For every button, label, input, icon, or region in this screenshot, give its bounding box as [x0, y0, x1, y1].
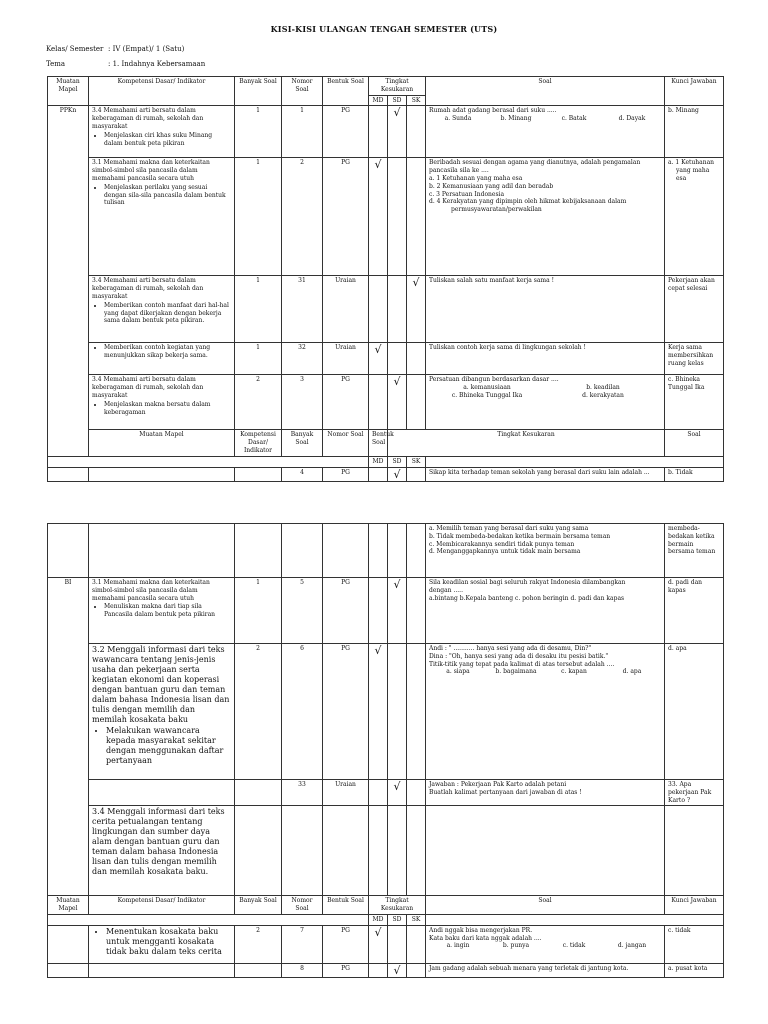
kunci-cell: d. apa — [665, 644, 724, 780]
bentuk-cell: PG — [323, 578, 369, 644]
mapel-cell — [48, 963, 89, 977]
col-banyak-header: Banyak Soal — [282, 430, 323, 456]
kd-cell — [89, 963, 235, 977]
kd-cell — [89, 578, 235, 644]
option-a: a. siapa — [446, 668, 470, 676]
md-cell — [369, 467, 388, 481]
sk-cell — [407, 375, 426, 430]
nomor-cell: 3 — [282, 375, 323, 430]
option-c: c. 3 Persatuan Indonesia — [429, 190, 505, 198]
soal-cell: Tuliskan salah satu manfaat kerja sama ! — [426, 276, 665, 343]
option-b: b. bagaimana — [495, 668, 537, 676]
header-blank — [426, 914, 724, 925]
document-title: KISI-KISI ULANGAN TENGAH SEMESTER (UTS) — [270, 24, 498, 34]
col-sk-header: SK — [407, 456, 426, 467]
header-row-repeat — [48, 896, 724, 915]
kd-text: 3.2 Menggali informasi dari teks wawancara tentang jenis-jenis usaha dan pekerjaan serta kegiatan ekonomi dan koperasi dengan bantuan guru dan teman dalam bahasa Indonesia lisan dan tulis dengan memilih dan memilah kosakata baku — [92, 645, 230, 724]
kunci-cell — [665, 158, 724, 276]
indicator-item: • Memberikan contoh kegiatan yang menunjukkan sikap bekerja sama. — [104, 344, 231, 360]
col-soal-header: Soal — [665, 430, 724, 456]
col-soal-header: Soal — [426, 77, 665, 106]
header-blank — [48, 914, 369, 925]
mapel-cell: PPKn — [48, 106, 89, 456]
table-row — [48, 578, 724, 644]
indicator-item: • Memberikan contoh manfaat dari hal-hal yang dapat dikerjakan dengan bekerja sama dalam bentuk peta pikiran. — [104, 302, 231, 325]
md-cell — [369, 375, 388, 430]
col-banyak-header: Banyak Soal — [235, 77, 282, 106]
nomor-cell: 33 — [282, 780, 323, 806]
sk-check: √ — [407, 276, 426, 343]
option-a: a. Memilih teman yang berasal dari suku yang sama — [429, 525, 589, 532]
kd-text: 3.4 Menggali informasi dari teks cerita petualangan tentang lingkungan dan sumber daya alam dengan bantuan guru dan teman dalam bahasa Indonesia lisan dan tulis dengan memilih dan memilah kosakata baku. — [92, 807, 225, 877]
question-text-cont: Buatlah kalimat pertanyaan dari jawaban di atas ! — [429, 788, 582, 796]
kunci-cell: 33. Apa pekerjaan Pak Karto ? — [665, 780, 724, 806]
col-md-header: MD — [369, 95, 388, 106]
kd-cell — [89, 780, 235, 806]
kunci-cell: Kerja sama membersihkan ruang kelas — [665, 343, 724, 375]
nomor-cell: 7 — [282, 925, 323, 963]
col-kd-header: Kompetensi Dasar/ Indikator — [235, 430, 282, 456]
md-cell — [369, 524, 388, 578]
soal-cell: Jam gadang adalah sebuah menara yang terletak di jantung kota. — [426, 963, 665, 977]
sk-cell — [407, 467, 426, 481]
table-row — [48, 467, 724, 481]
soal-cell — [426, 524, 665, 578]
kunci-cell: Pekerjaan akan cepat selesai — [665, 276, 724, 343]
bentuk-cell: Uraian — [323, 343, 369, 375]
question-text: Beribadah sesuai dengan agama yang dianutnya, adalah pengamalan — [429, 159, 641, 167]
kelas-label: Kelas/ Semester — [46, 45, 104, 53]
sk-cell — [407, 963, 426, 977]
tema-value: : 1. Indahnya Kebersamaan — [108, 60, 206, 68]
kunci-cell: b. Tidak — [665, 467, 724, 481]
soal-cell — [426, 106, 665, 158]
sd-check: √ — [388, 963, 407, 977]
kunci-line-cont: yang maha esa — [676, 167, 710, 182]
banyak-cell — [235, 963, 282, 977]
mapel-cell — [48, 925, 89, 963]
md-cell — [369, 806, 388, 896]
question-text-2: Dina : "Oh, hanya sesi yang ada di desaku itu pesisi batik." — [429, 652, 609, 660]
soal-cell — [426, 375, 665, 430]
md-cell — [369, 276, 388, 343]
soal-cell — [426, 644, 665, 780]
nomor-cell: 32 — [282, 343, 323, 375]
header-blank — [426, 456, 724, 467]
bentuk-cell: PG — [323, 467, 369, 481]
soal-cell — [426, 780, 665, 806]
kd-cell — [89, 106, 235, 158]
indicator-item: • Menjelaskan perilaku yang sesuai dengan sila-sila pancasila dalam bentuk tulisan — [104, 184, 231, 207]
md-check: √ — [369, 343, 388, 375]
question-text: Andi : " ........... hanya sesi yang ada di desamu, Din?" — [429, 645, 592, 652]
question-text-cont: dengan ..... — [429, 586, 463, 594]
col-sd-header: SD — [388, 95, 407, 106]
table-row — [48, 158, 724, 276]
header-subrow-repeat — [48, 456, 724, 467]
col-bentuk-header: Bentuk Soal — [323, 77, 369, 106]
nomor-cell: 4 — [282, 467, 323, 481]
kd-text: 3.4 Memahami arti bersatu dalam keberagaman di rumah, sekolah dan masyarakat — [92, 277, 204, 300]
col-md-header: MD — [369, 456, 388, 467]
kd-text: 3.4 Memahami arti bersatu dalam keberagaman di rumah, sekolah dan masyarakat — [92, 107, 204, 130]
banyak-cell: 1 — [235, 276, 282, 343]
indicator-item: • Menentukan kosakata baku untuk mengganti kosakata tidak baku dalam teks cerita — [106, 927, 231, 957]
sd-check: √ — [388, 375, 407, 430]
soal-cell — [426, 158, 665, 276]
option-b: b. 2 Kemanusiaan yang adil dan beradab — [429, 182, 554, 190]
option-b: b. Tidak membeda-bedakan ketika bermain bersama teman — [429, 532, 611, 540]
nomor-cell: 8 — [282, 963, 323, 977]
sk-cell — [407, 343, 426, 375]
kunci-line: a. 1 Ketuhanan — [668, 159, 715, 167]
option-d: d. 4 Kerakyatan yang dipimpin oleh hikmat kebijaksanaan dalam — [429, 198, 627, 206]
col-kd-header: Kompetensi Dasar/ Indikator — [89, 77, 235, 106]
bentuk-cell: PG — [323, 963, 369, 977]
mapel-cell — [48, 524, 89, 578]
table-row — [48, 780, 724, 806]
kd-cell — [89, 343, 235, 375]
soal-cell — [426, 578, 665, 644]
col-nomor-header: Nomor Soal — [282, 77, 323, 106]
bentuk-cell: PG — [323, 106, 369, 158]
bentuk-cell — [323, 524, 369, 578]
kd-cell — [89, 524, 235, 578]
sk-cell — [407, 524, 426, 578]
sd-check: √ — [388, 578, 407, 644]
kd-cell — [89, 158, 235, 276]
question-text-cont: Kata baku dari kata nggak adalah .... — [429, 934, 542, 942]
soal-cell — [426, 925, 665, 963]
md-check: √ — [369, 925, 388, 963]
kd-cell — [89, 375, 235, 430]
kd-cell — [89, 644, 235, 780]
table-row — [48, 644, 724, 780]
option-c: c. kapan — [561, 668, 587, 676]
option-c: c. Bhineka Tunggal Ika — [451, 391, 523, 399]
sd-cell — [388, 276, 407, 343]
header-blank — [48, 456, 369, 467]
banyak-cell: 1 — [235, 578, 282, 644]
nomor-cell: 2 — [282, 158, 323, 276]
kd-cell — [89, 276, 235, 343]
meta-kelas — [46, 45, 184, 53]
question-text: Sila keadilan sosial bagi seluruh rakyat Indonesia dilambangkan — [429, 579, 626, 586]
col-kunci-header: Kunci Jawaban — [665, 77, 724, 106]
kunci-cell: a. pusat kota — [665, 963, 724, 977]
md-cell — [369, 578, 388, 644]
option-a: a. 1 Ketuhanan yang maha esa — [429, 174, 523, 182]
md-cell — [369, 963, 388, 977]
kd-text: 3.4 Memahami arti bersatu dalam keberagaman di rumah, sekolah dan masyarakat — [92, 376, 204, 399]
col-nomor-header: Nomor Soal — [323, 430, 369, 456]
col-bentuk-header: Bentuk Soal — [323, 896, 369, 915]
col-md-header: MD — [369, 914, 388, 925]
question-text: Persatuan dibangun berdasarkan dasar .... — [429, 376, 559, 384]
mapel-cell — [48, 467, 89, 481]
col-kd-header: Kompetensi Dasar/ Indikator — [89, 896, 235, 915]
header-subrow-repeat — [48, 914, 724, 925]
question-options: a.bintang b.Kepala banteng c. pohon beringin d. padi dan kapas — [429, 594, 625, 602]
sk-cell — [407, 578, 426, 644]
sd-cell — [388, 925, 407, 963]
indicator-item: • Menjelaskan makna bersatu dalam keberagaman — [104, 401, 231, 417]
col-nomor-header: Nomor Soal — [282, 896, 323, 915]
indicator-item: • Melakukan wawancara kepada masyarakat sekitar dengan menggunakan daftar pertanyaan — [106, 726, 231, 766]
col-sk-header: SK — [407, 95, 426, 106]
table-row — [48, 963, 724, 977]
col-tingkat-header: Tingkat Kesukaran — [369, 77, 426, 96]
sk-cell — [407, 158, 426, 276]
option-a: a. kemanusiaan — [463, 384, 511, 392]
table-row — [48, 524, 724, 578]
header-row-repeat — [48, 430, 724, 456]
bentuk-cell: PG — [323, 375, 369, 430]
kunci-cell: d. padi dan kapas — [665, 578, 724, 644]
nomor-cell: 1 — [282, 106, 323, 158]
option-c: c. Batak — [561, 115, 587, 123]
indicator-item: • Menjelaskan ciri khas suku Minang dalam bentuk peta pikiran — [104, 132, 231, 148]
option-d: d. kerakyatan — [582, 391, 624, 399]
sd-cell — [388, 644, 407, 780]
sd-check: √ — [388, 467, 407, 481]
nomor-cell: 6 — [282, 644, 323, 780]
question-text-3: Titik-titik yang tepat pada kalimat di atas tersebut adalah .... — [429, 660, 615, 668]
table-row — [48, 806, 724, 896]
bentuk-cell — [323, 806, 369, 896]
nomor-cell: 5 — [282, 578, 323, 644]
option-b: b. keadilan — [586, 384, 620, 392]
option-c: c. tidak — [562, 942, 586, 950]
sd-cell — [388, 343, 407, 375]
md-cell — [369, 780, 388, 806]
nomor-cell — [282, 806, 323, 896]
banyak-cell: 2 — [235, 375, 282, 430]
option-c: c. Membicarakannya sendiri tidak punya teman — [429, 540, 575, 548]
kunci-cell: c. tidak — [665, 925, 724, 963]
banyak-cell: 2 — [235, 644, 282, 780]
sk-cell — [407, 925, 426, 963]
option-d: d. jangan — [617, 942, 647, 950]
col-tingkat-header: Tingkat Kesukaran — [369, 896, 426, 915]
option-a: a. Sunda — [444, 115, 472, 123]
option-a: a. ingin — [446, 942, 470, 950]
col-sd-header: SD — [388, 914, 407, 925]
table-row — [48, 106, 724, 158]
bentuk-cell: PG — [323, 158, 369, 276]
col-tingkat-header: Tingkat Kesukaran — [388, 430, 665, 456]
soal-cell — [426, 806, 665, 896]
kd-text: 3.1 Memahami makna dan keterkaitan simbol-simbol sila pancasila dalam memahami pancasila secara utuh — [92, 159, 210, 182]
table-row — [48, 375, 724, 430]
col-banyak-header: Banyak Soal — [235, 896, 282, 915]
kd-text: 3.1 Memahami makna dan keterkaitan simbol-simbol sila pancasila dalam memahami pancasila secara utuh — [92, 579, 210, 602]
kunci-cell — [665, 806, 724, 896]
banyak-cell: 1 — [235, 343, 282, 375]
kunci-cell: c. Bhineka Tunggal Ika — [665, 375, 724, 430]
md-check: √ — [369, 158, 388, 276]
col-mapel-header: Muatan Mapel — [48, 896, 89, 915]
banyak-cell: 1 — [235, 158, 282, 276]
kd-cell — [89, 806, 235, 896]
tema-label: Tema — [46, 60, 66, 68]
banyak-cell: 2 — [235, 925, 282, 963]
option-d: d. Dayak — [618, 115, 646, 123]
banyak-cell — [235, 780, 282, 806]
soal-cell: Tuliskan contoh kerja sama di lingkungan sekolah ! — [426, 343, 665, 375]
bentuk-cell: Uraian — [323, 780, 369, 806]
col-soal-header: Soal — [426, 896, 665, 915]
nomor-cell: 31 — [282, 276, 323, 343]
col-mapel-header: Muatan Mapel — [48, 77, 89, 106]
sd-check: √ — [388, 780, 407, 806]
option-d: d. Menganggapkannya untuk tidak main bersama — [429, 548, 581, 556]
sk-cell — [407, 780, 426, 806]
sd-cell — [388, 524, 407, 578]
indicator-item: • Menuliskan makna dari tiap sila Pancasila dalam bentuk peta pikiran — [104, 603, 231, 619]
bentuk-cell: PG — [323, 925, 369, 963]
header-row — [48, 77, 724, 96]
table-row — [48, 276, 724, 343]
col-kunci-header: Kunci Jawaban — [665, 896, 724, 915]
option-b: b. punya — [502, 942, 530, 950]
banyak-cell — [235, 806, 282, 896]
banyak-cell — [235, 467, 282, 481]
kunci-cell: membeda-bedakan ketika bermain bersama teman — [665, 524, 724, 578]
question-text: Jawaban : Pekerjaan Pak Karto adalah petani — [429, 781, 567, 788]
question-text: Rumah adat gadang berasal dari suku ..... — [429, 107, 557, 115]
sd-cell — [388, 806, 407, 896]
md-cell — [369, 106, 388, 158]
nomor-cell — [282, 524, 323, 578]
md-check: √ — [369, 644, 388, 780]
option-d-cont: permusyawaratan/perwakilan — [451, 206, 542, 214]
kisi-table-bi — [47, 523, 724, 978]
kunci-cell: b. Minang — [665, 106, 724, 158]
kelas-value: : IV (Empat)/ 1 (Satu) — [108, 45, 185, 53]
kd-cell — [89, 467, 235, 481]
bentuk-cell: Uraian — [323, 276, 369, 343]
table-row — [48, 925, 724, 963]
col-sd-header: SD — [388, 456, 407, 467]
col-mapel-header: Muatan Mapel — [89, 430, 235, 456]
option-d: d. apa — [622, 668, 642, 676]
bentuk-cell: PG — [323, 644, 369, 780]
mapel-cell: BI — [48, 578, 89, 896]
kisi-table-ppkn — [47, 76, 724, 482]
sd-check: √ — [388, 106, 407, 158]
question-text: Andi nggak bisa mengerjakan PR. — [429, 926, 533, 934]
sd-cell — [388, 158, 407, 276]
sk-cell — [407, 806, 426, 896]
soal-cell: Sikap kita terhadap teman sekolah yang berasal dari suku lain adalah ... — [426, 467, 665, 481]
question-text-cont: pancasila sila ke .... — [429, 167, 489, 175]
col-bentuk-header: Bentuk Soal — [369, 430, 388, 456]
table-row — [48, 343, 724, 375]
option-b: b. Minang — [500, 115, 532, 123]
sk-cell — [407, 644, 426, 780]
kd-cell — [89, 925, 235, 963]
col-sk-header: SK — [407, 914, 426, 925]
meta-tema — [46, 60, 205, 68]
banyak-cell: 1 — [235, 106, 282, 158]
banyak-cell — [235, 524, 282, 578]
sk-cell — [407, 106, 426, 158]
